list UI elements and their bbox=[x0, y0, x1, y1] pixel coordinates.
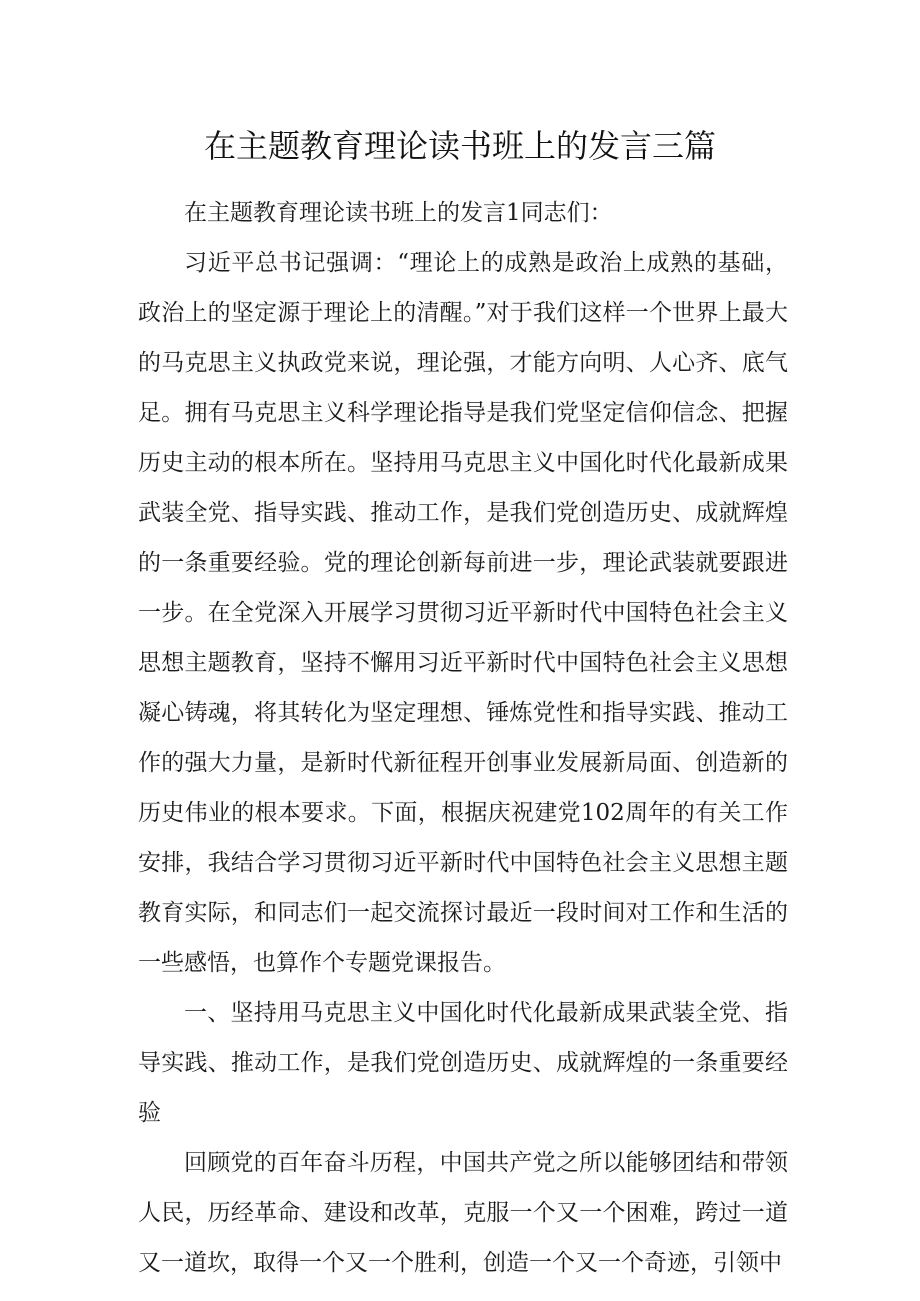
document-body bbox=[138, 188, 788, 1288]
paragraph-review: 回顾党的百年奋斗历程，中国共产党之所以能够团结和带领人民，历经革命、建设和改革，克服一个又一个困难，跨过一道又一道坎，取得一个又一个胜利，创造一个又一个奇迹，引领中 bbox=[138, 1150, 788, 1276]
document-title: 在主题教育理论读书班上的发言三篇 bbox=[203, 127, 716, 165]
paragraph-intro: 习近平总书记强调：“理论上的成熟是政治上成熟的基础，政治上的坚定源于理论上的清醒。”对于我们这样一个世界上最大的马克思主义执政党来说，理论强，才能方向明、人心齐、底气足。拥有马克思主义科学理论指导是我们党坚定信仰信念、把握历史主动的根本所在。坚持用马克思主义中国化时代化最新成果武装全党、指导实践、推动工作，是我们党创造历史、成就辉煌的一条重要经验。党的理论创新每前进一步，理论武装就要跟进一步。在全党深入开展学习贯彻习近平新时代中国特色社会主义思想主题教育，坚持不懈用习近平新时代中国特色社会主义思想凝心铸魂，将其转化为坚定理想、锤炼党性和指导实践、推动工作的强大力量，是新时代新征程开创事业发展新局面、创造新的历史伟业的根本要求。下面，根据庆祝建党102周年的有关工作安排，我结合学习贯彻习近平新时代中国特色社会主义思想主题教育实际，和同志们一起交流探讨最近一段时间对工作和生活的一些感悟，也算作个专题党课报告。 bbox=[138, 250, 788, 976]
paragraph-greeting: 在主题教育理论读书班上的发言1同志们： bbox=[184, 200, 613, 226]
section-heading-1: 一、坚持用马克思主义中国化时代化最新成果武装全党、指导实践、推动工作，是我们党创造历史、成就辉煌的一条重要经验 bbox=[138, 1000, 788, 1126]
